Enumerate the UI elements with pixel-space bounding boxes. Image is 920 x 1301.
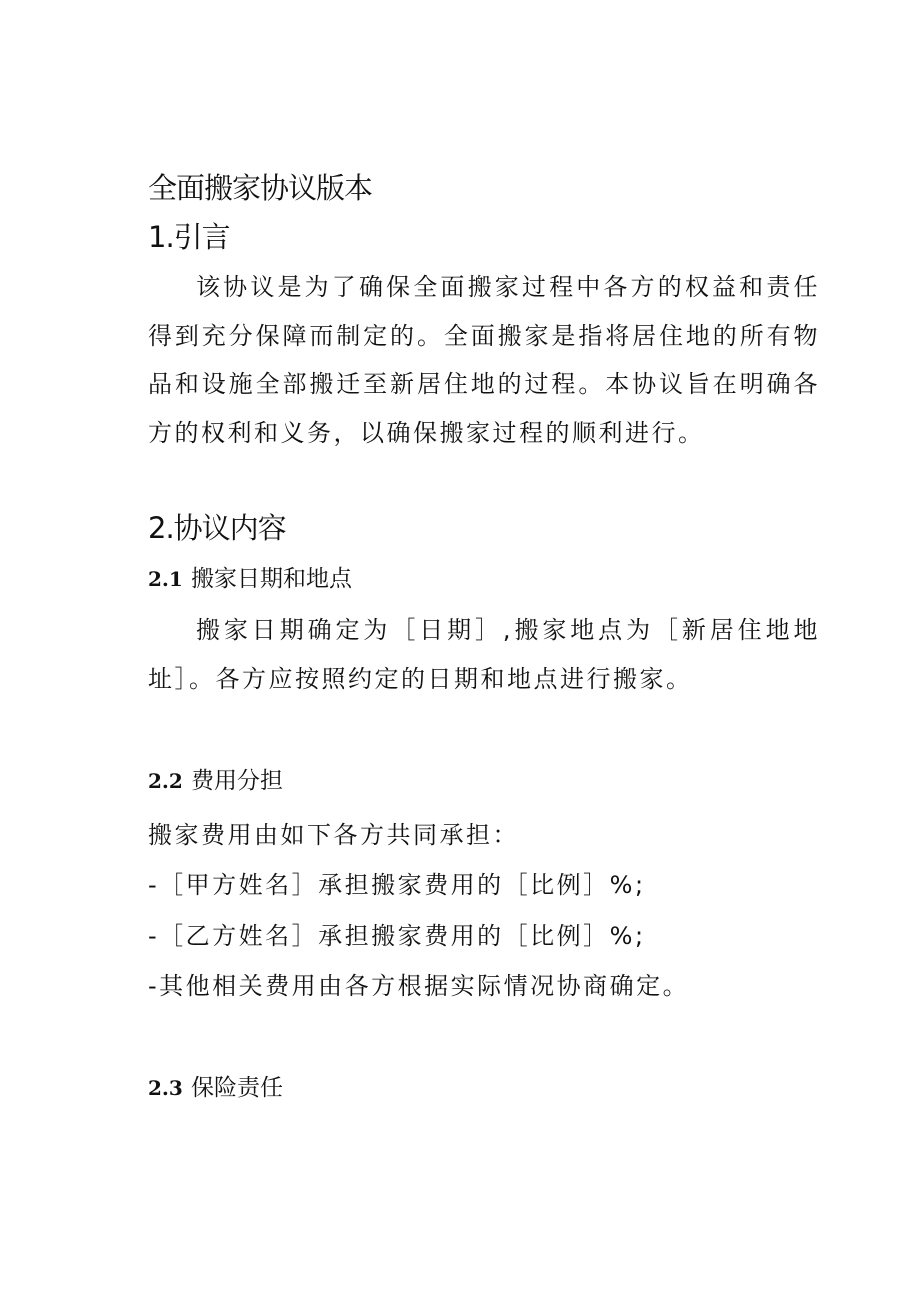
- cost-sharing-intro: 搬家费用由如下各方共同承担：: [148, 821, 519, 849]
- date-location-paragraph: 搬家日期确定为［日期］,搬家地点为［新居住地地址］。各方应按照约定的日期和地点进行搬家。: [148, 616, 820, 693]
- section-heading-intro: 1.引言: [148, 220, 230, 254]
- subsection-title: 搬家日期和地点: [191, 566, 352, 592]
- subsection-number: 2.2: [148, 769, 183, 793]
- subsection-title: 保险责任: [191, 1075, 283, 1101]
- subsection-heading-cost-sharing: [148, 765, 283, 797]
- section-heading-agreement-content: 2.协议内容: [148, 511, 286, 545]
- subsection-heading-date-location: [148, 563, 352, 595]
- subsection-number: 2.1: [148, 567, 183, 591]
- subsection-title: 费用分担: [191, 768, 283, 794]
- subsection-number: 2.3: [148, 1076, 183, 1100]
- subsection-heading-insurance: [148, 1072, 283, 1104]
- intro-paragraph: 该协议是为了确保全面搬家过程中各方的权益和责任得到充分保障而制定的。全面搬家是指将居住地的所有物品和设施全部搬迁至新居住地的过程。本协议旨在明确各方的权利和义务，以确保搬家过程的顺利进行。: [148, 273, 820, 447]
- list-item: -［甲方姓名］承担搬家费用的［比例］%;: [148, 871, 646, 899]
- document-title: 全面搬家协议版本: [148, 171, 373, 205]
- list-item: -［乙方姓名］承担搬家费用的［比例］%;: [148, 922, 646, 950]
- list-item: -其他相关费用由各方根据实际情况协商确定。: [148, 972, 690, 1000]
